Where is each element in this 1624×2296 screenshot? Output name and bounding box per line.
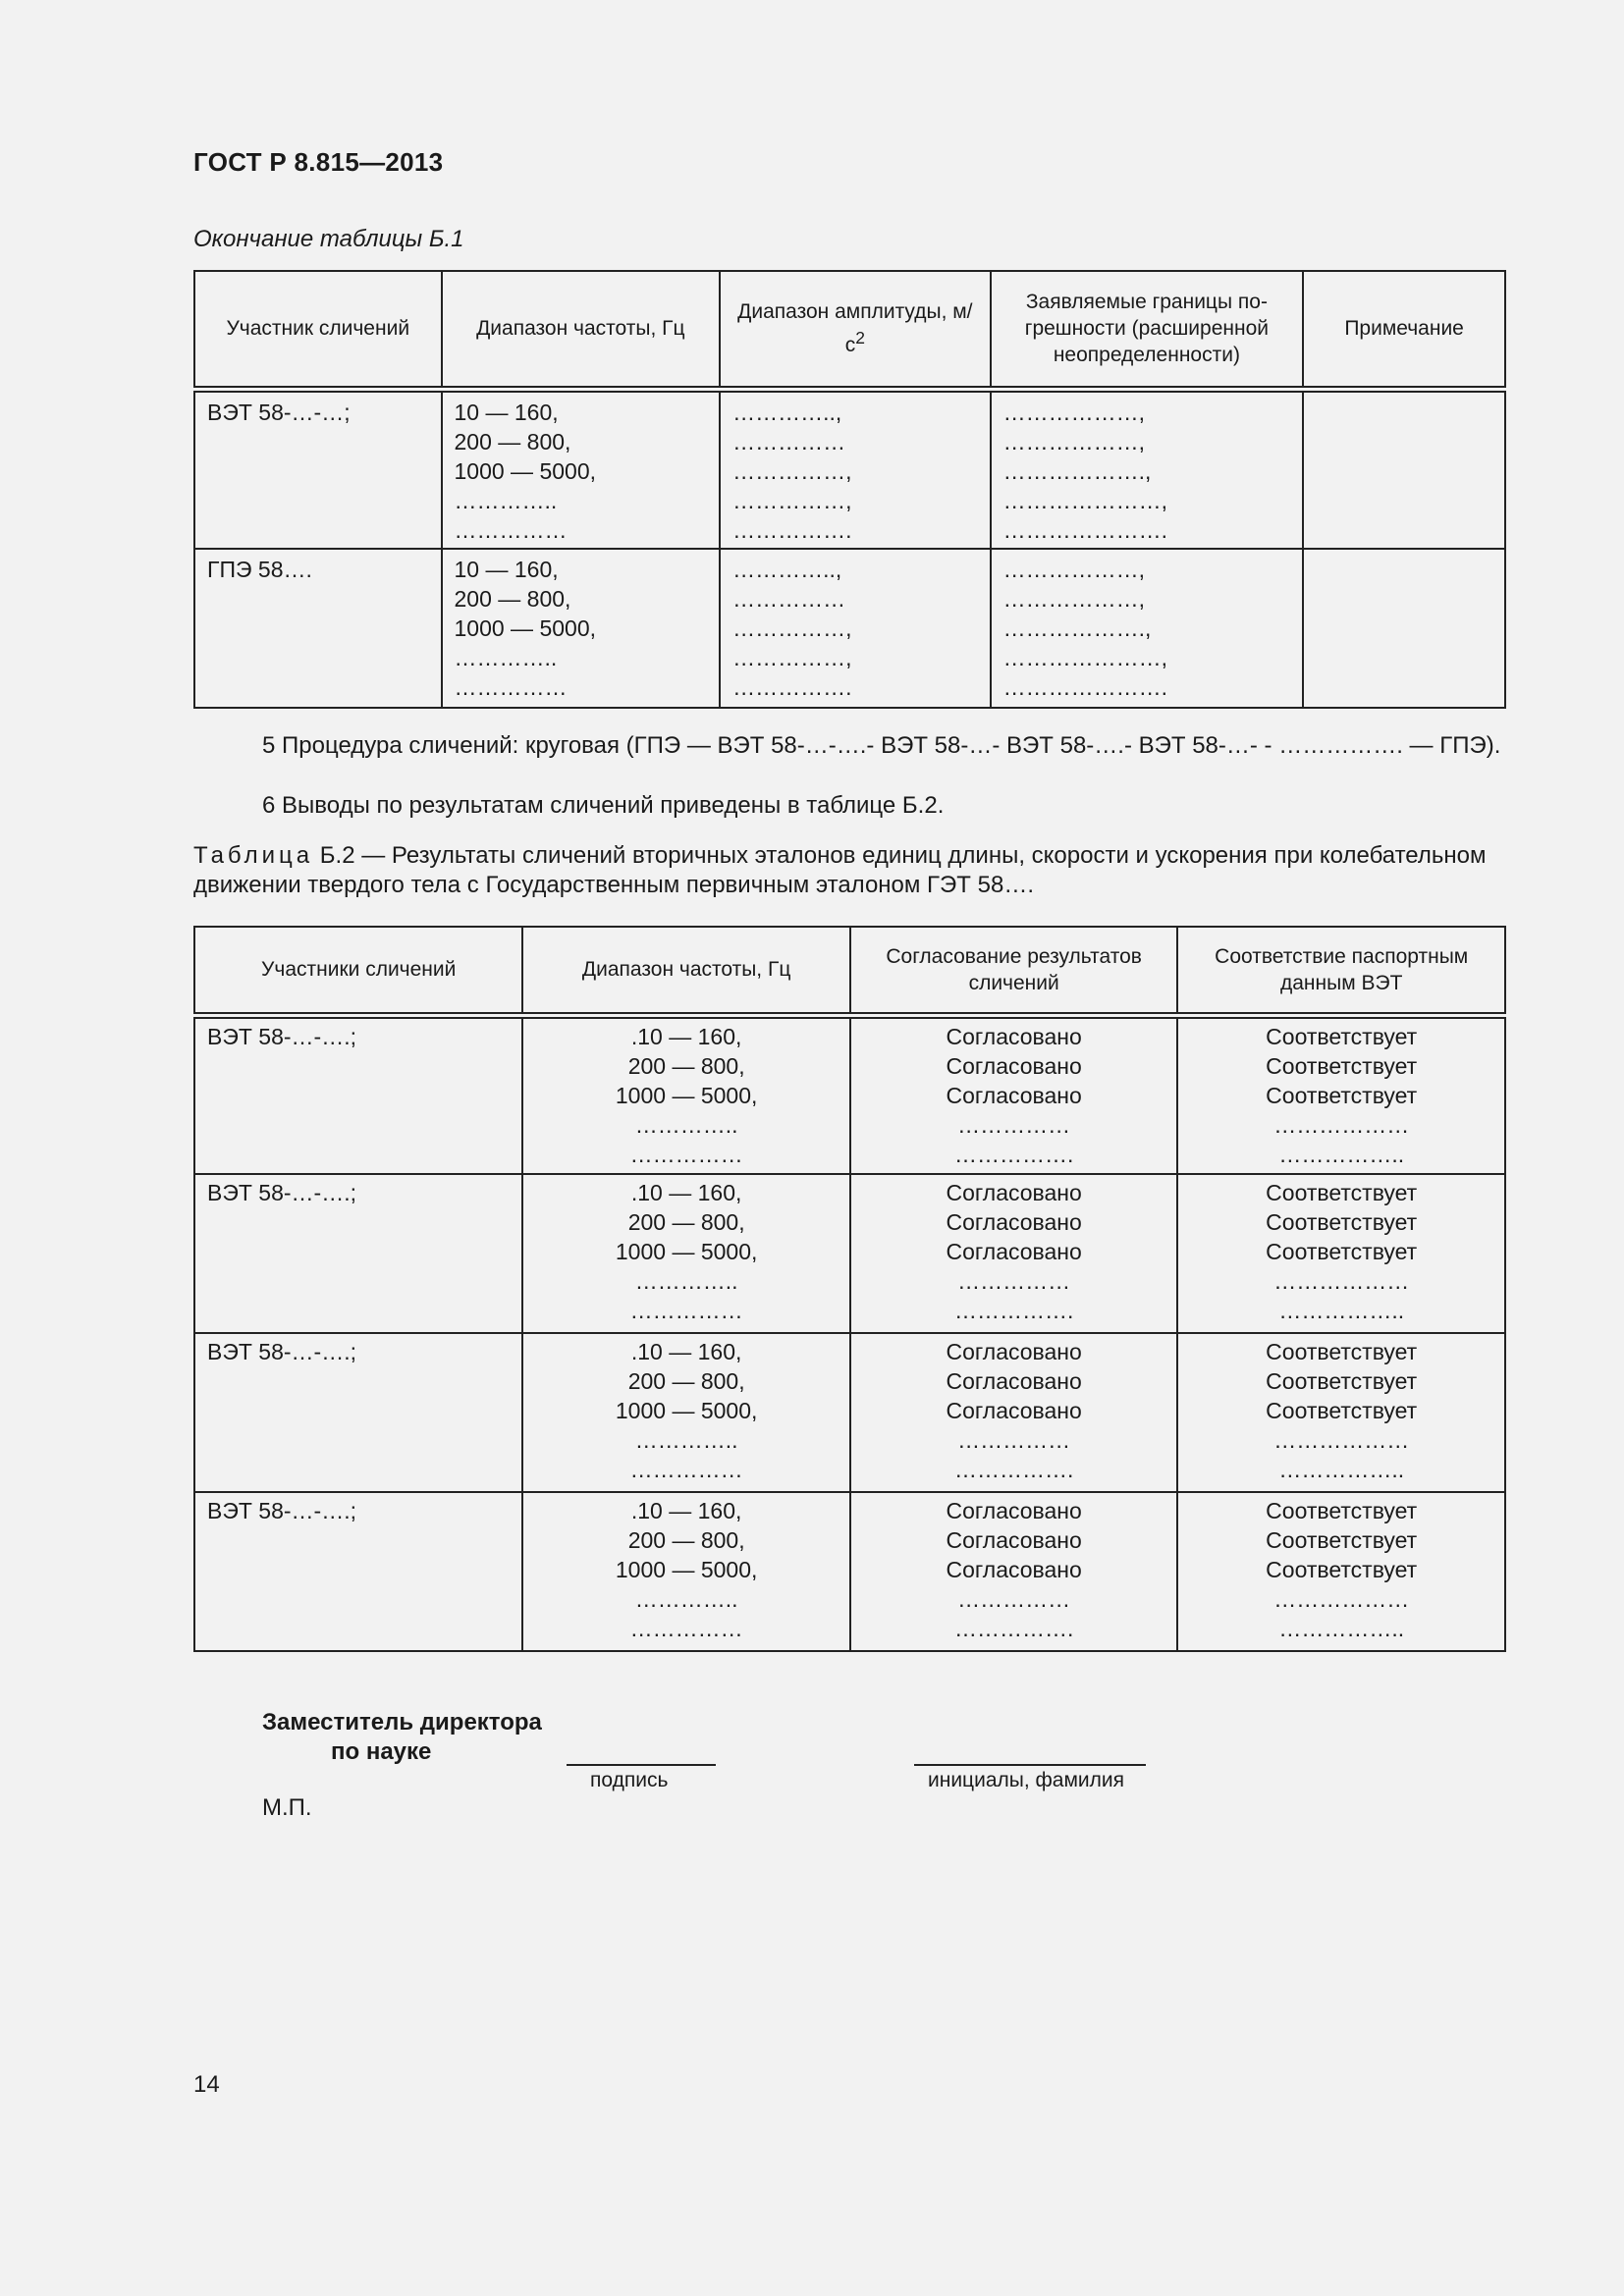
frequency-cell xyxy=(442,389,721,549)
cell-line: …………… xyxy=(629,1616,743,1641)
cell-line: ………….. xyxy=(454,487,558,513)
cell-line: Согласовано xyxy=(946,1023,1082,1049)
cell-line: Соответствует xyxy=(1266,1498,1418,1523)
stamp-placeholder: М.П. xyxy=(262,1794,312,1821)
header-frequency: Диапазон частоты, Гц xyxy=(442,271,721,389)
table1-caption: Окончание таблицы Б.1 xyxy=(193,226,464,252)
cell-line: ……………… xyxy=(1273,1111,1410,1138)
header-frequency: Диапазон частоты, Гц xyxy=(522,927,850,1015)
cell-line: ………………., xyxy=(1002,614,1152,641)
cell-line: …………… xyxy=(454,516,568,543)
frequency-cell xyxy=(522,1333,850,1492)
cell-line: 1000 — 5000, xyxy=(454,457,597,484)
cell-line: …………….. xyxy=(1278,1457,1405,1482)
header-note: Примечание xyxy=(1303,271,1505,389)
cell-line: ……………, xyxy=(732,644,852,670)
cell-line: ………………, xyxy=(1002,428,1145,454)
cell-line: …………… xyxy=(957,1111,1071,1138)
cell-line: …………… xyxy=(957,1268,1071,1294)
cell-line: Соответствует xyxy=(1266,1209,1418,1235)
cell-line: Согласовано xyxy=(946,1209,1082,1235)
cell-line: ……………, xyxy=(732,487,852,513)
cell-line: Согласовано xyxy=(946,1557,1082,1582)
cell-line: …………….. xyxy=(1278,1141,1405,1167)
cell-line: Соответствует xyxy=(1266,1557,1418,1582)
paragraph-6: 6 Выводы по результатам сличений приведены в таблице Б.2. xyxy=(262,792,945,819)
header-participant: Участник сличений xyxy=(194,271,442,389)
cell-line: ……………. xyxy=(953,1616,1074,1641)
name-line xyxy=(914,1764,1146,1766)
cell-line: Согласовано xyxy=(946,1339,1082,1364)
agreement-cell xyxy=(850,1015,1178,1174)
cell-line: 200 — 800, xyxy=(454,428,571,454)
participant-cell: ВЭТ 58-…-….; xyxy=(194,1174,522,1333)
table-header-row xyxy=(194,927,1505,1015)
cell-line: ……………. xyxy=(953,1141,1074,1167)
error-bounds-cell xyxy=(991,389,1304,549)
cell-line: Соответствует xyxy=(1266,1527,1418,1553)
document-title: ГОСТ Р 8.815—2013 xyxy=(193,147,444,177)
cell-line: .10 — 160, xyxy=(630,1180,742,1205)
cell-line: Согласовано xyxy=(946,1498,1082,1523)
cell-line: 1000 — 5000, xyxy=(615,1239,758,1264)
cell-line: 1000 — 5000, xyxy=(454,614,597,641)
cell-line: …………… xyxy=(957,1427,1071,1453)
cell-line: ……………… xyxy=(1273,1268,1410,1294)
header-agreement: Согласование результатов сличений xyxy=(850,927,1178,1015)
cell-line: Соответствует xyxy=(1266,1052,1418,1079)
participant-cell: ВЭТ 58-…-….; xyxy=(194,1015,522,1174)
cell-line: …………… xyxy=(454,673,568,700)
cell-line: ……………. xyxy=(732,673,852,700)
cell-line: ………….., xyxy=(732,556,842,582)
cell-line: …………………. xyxy=(1002,516,1167,543)
cell-line: …………….. xyxy=(1278,1298,1405,1323)
cell-line: Соответствует xyxy=(1266,1180,1418,1205)
table-b2 xyxy=(193,926,1506,1652)
paragraph-5: 5 Процедура сличений: круговая (ГПЭ — ВЭТ 58-…-….- ВЭТ 58-…- ВЭТ 58-….- ВЭТ 58-…- - ……………. — ГПЭ). xyxy=(262,732,1501,759)
cell-line: ………………, xyxy=(1002,556,1145,582)
cell-line: Соответствует xyxy=(1266,1368,1418,1394)
cell-line: Соответствует xyxy=(1266,1023,1418,1049)
cell-line: 1000 — 5000, xyxy=(615,1082,758,1108)
cell-line: .10 — 160, xyxy=(630,1339,742,1364)
table-row xyxy=(194,389,1505,549)
table-row xyxy=(194,1333,1505,1492)
cell-line: 200 — 800, xyxy=(454,585,571,612)
cell-line: ……………, xyxy=(732,457,852,484)
frequency-cell xyxy=(522,1492,850,1651)
cell-line: …………… xyxy=(629,1141,743,1167)
cell-line: …………… xyxy=(957,1586,1071,1612)
agreement-cell xyxy=(850,1333,1178,1492)
compliance-cell xyxy=(1177,1015,1505,1174)
cell-line: ……………. xyxy=(953,1457,1074,1482)
participant-cell: ГПЭ 58…. xyxy=(194,549,442,708)
participant-cell: ВЭТ 58-…-….; xyxy=(194,1492,522,1651)
compliance-cell xyxy=(1177,1492,1505,1651)
table-row xyxy=(194,1015,1505,1174)
agreement-cell xyxy=(850,1492,1178,1651)
agreement-cell xyxy=(850,1174,1178,1333)
participant-cell: ВЭТ 58-…-….; xyxy=(194,1333,522,1492)
cell-line: …………………, xyxy=(1002,644,1167,670)
compliance-cell xyxy=(1177,1174,1505,1333)
table-b1 xyxy=(193,270,1506,709)
cell-line: ………….. xyxy=(634,1111,738,1138)
cell-line: Соответствует xyxy=(1266,1239,1418,1264)
header-participants: Участники сличений xyxy=(194,927,522,1015)
cell-line: ………….., xyxy=(732,399,842,425)
cell-line: ………………, xyxy=(1002,399,1145,425)
signatory-role: Заместитель директора по науке xyxy=(262,1709,542,1765)
signature-label: подпись xyxy=(590,1769,669,1791)
cell-line: .10 — 160, xyxy=(630,1023,742,1049)
error-bounds-cell xyxy=(991,549,1304,708)
cell-line: 10 — 160, xyxy=(454,556,559,582)
amplitude-cell xyxy=(720,549,991,708)
cell-line: 1000 — 5000, xyxy=(615,1398,758,1423)
cell-line: ……………… xyxy=(1273,1427,1410,1453)
cell-line: Согласовано xyxy=(946,1368,1082,1394)
cell-line: 200 — 800, xyxy=(627,1052,745,1079)
cell-line: 200 — 800, xyxy=(627,1368,745,1394)
cell-line: ……………… xyxy=(1273,1586,1410,1612)
cell-line: Согласовано xyxy=(946,1239,1082,1264)
cell-line: ……………, xyxy=(732,614,852,641)
cell-line: ………………., xyxy=(1002,457,1152,484)
cell-line: …………… xyxy=(629,1457,743,1482)
cell-line: Соответствует xyxy=(1266,1339,1418,1364)
cell-line: Согласовано xyxy=(946,1052,1082,1079)
frequency-cell xyxy=(442,549,721,708)
compliance-cell xyxy=(1177,1333,1505,1492)
participant-cell: ВЭТ 58-…-…; xyxy=(194,389,442,549)
cell-line: Соответствует xyxy=(1266,1082,1418,1108)
cell-line: Согласовано xyxy=(946,1180,1082,1205)
signature-line xyxy=(567,1764,716,1766)
cell-line: ……………. xyxy=(953,1298,1074,1323)
cell-line: …………… xyxy=(732,585,846,612)
cell-line: Согласовано xyxy=(946,1527,1082,1553)
table-header-row xyxy=(194,271,1505,389)
cell-line: ………….. xyxy=(454,644,558,670)
cell-line: 1000 — 5000, xyxy=(615,1557,758,1582)
table-row xyxy=(194,549,1505,708)
cell-line: 10 — 160, xyxy=(454,399,559,425)
cell-line: 200 — 800, xyxy=(627,1527,745,1553)
cell-line: ………….. xyxy=(634,1268,738,1294)
cell-line: …………….. xyxy=(1278,1616,1405,1641)
cell-line: ………….. xyxy=(634,1586,738,1612)
cell-line: .10 — 160, xyxy=(630,1498,742,1523)
header-error-bounds: Заявляемые границы по-грешности (расширенной неопределенности) xyxy=(991,271,1304,389)
cell-line: ………………, xyxy=(1002,585,1145,612)
frequency-cell xyxy=(522,1174,850,1333)
cell-line: Согласовано xyxy=(946,1082,1082,1108)
cell-line: Соответствует xyxy=(1266,1398,1418,1423)
table-row xyxy=(194,1492,1505,1651)
cell-line: …………………. xyxy=(1002,673,1167,700)
cell-line: Согласовано xyxy=(946,1398,1082,1423)
name-label: инициалы, фамилия xyxy=(928,1769,1124,1791)
cell-line: …………… xyxy=(732,428,846,454)
amplitude-cell xyxy=(720,389,991,549)
cell-line: …………… xyxy=(629,1298,743,1323)
header-amplitude: Диапазон амплитуды, $м/с^2$ xyxy=(720,271,991,389)
cell-line: ………….. xyxy=(634,1427,738,1453)
page-number: 14 xyxy=(193,2071,220,2098)
header-compliance: Соответствие паспортным данным ВЭТ xyxy=(1177,927,1505,1015)
note-cell xyxy=(1303,549,1505,708)
note-cell xyxy=(1303,389,1505,549)
cell-line: ……………. xyxy=(732,516,852,543)
cell-line: …………………, xyxy=(1002,487,1167,513)
cell-line: 200 — 800, xyxy=(627,1209,745,1235)
frequency-cell xyxy=(522,1015,850,1174)
table2-caption: Таблица Б.2 — Результаты сличений вторичных эталонов единиц длины, скорости и ускорения при колебательном движении твердого тела с Государственным первичным эталоном ГЭТ 58…. xyxy=(193,842,1487,898)
table-row xyxy=(194,1174,1505,1333)
